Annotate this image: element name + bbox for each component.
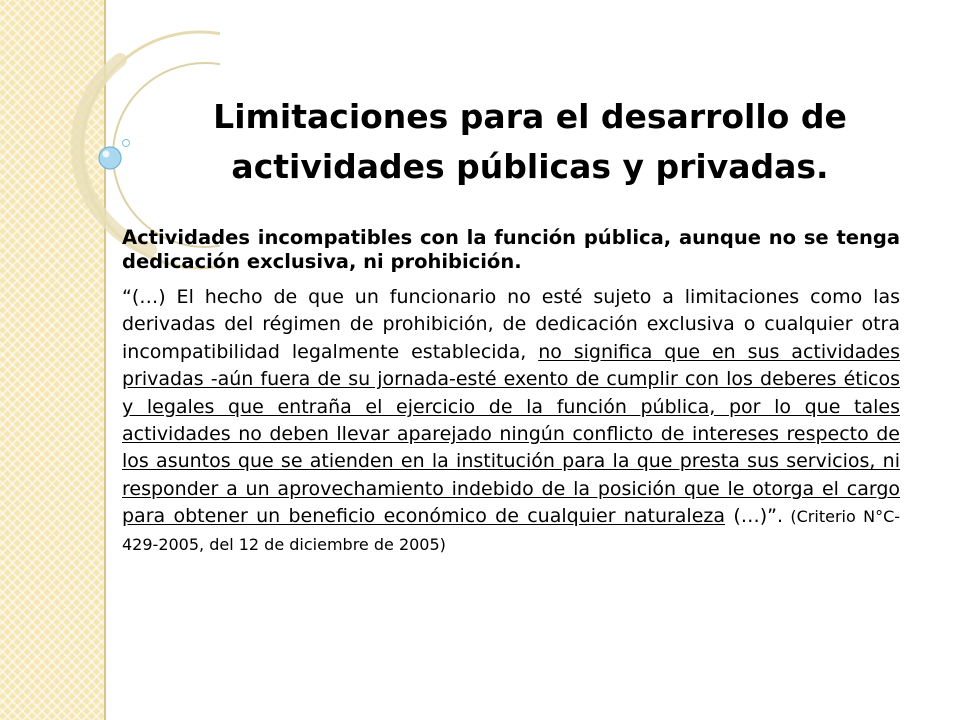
quote-intro: “(…) El hecho de que un funcionario no esté sujeto a limitaciones como las derivadas del régimen de prohibición, de dedicación exclusiva o cualquier otra incompatibilidad legalmente establecida, (122, 286, 900, 363)
quote-underlined: no significa que en sus actividades privadas -aún fuera de su jornada-esté exento de cumplir con los deberes éticos y legales que entraña el ejercicio de la función pública, por lo que tales actividades no deben llevar aparejado ningún conflicto de intereses respecto de los asuntos que se atienden en la institución para la que presta sus servicios, ni responder a un aprovechamiento indebido de la posición que le otorga el cargo para obtener un beneficio económico de cualquier naturaleza (122, 340, 900, 528)
decorative-bubble-small (123, 140, 130, 147)
quote-paragraph (122, 284, 900, 558)
quote-closing: (…)”. (725, 505, 784, 528)
decorative-bubble-highlight (103, 151, 110, 158)
decorative-bubble-large (99, 147, 121, 169)
citation: (Criterio N°C-429-2005, del 12 de diciembre de 2005) (122, 507, 901, 554)
slide-title-line-2: actividades públicas y privadas. (231, 147, 829, 186)
subheading: Actividades incompatibles con la función pública, aunque no se tenga dedicación exclusiva, ni prohibición. (122, 226, 900, 273)
slide-title (130, 92, 930, 192)
slide-body (122, 226, 900, 558)
slide-title-line-1: Limitaciones para el desarrollo de (213, 97, 847, 136)
